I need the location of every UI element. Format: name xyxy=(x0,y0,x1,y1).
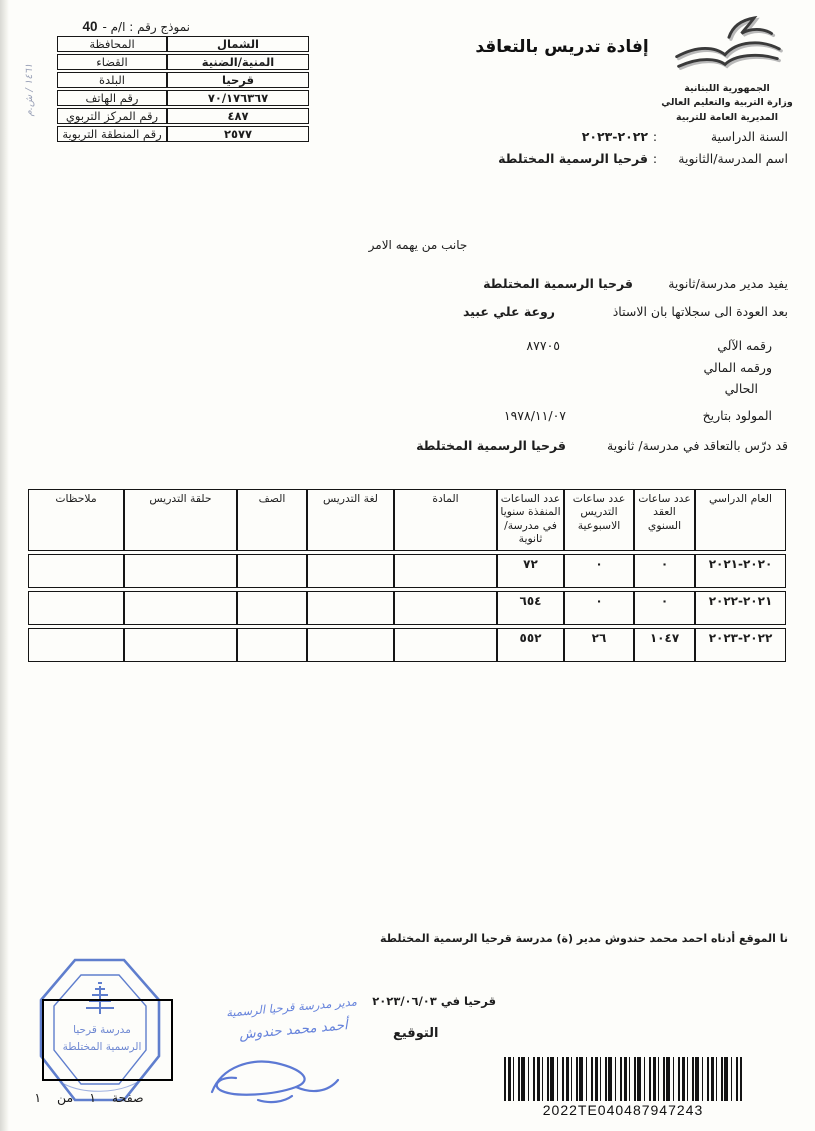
teaching-hours-table xyxy=(28,486,786,665)
column-header-grade: الصف xyxy=(237,489,307,551)
info-label: المحافظة xyxy=(57,36,167,52)
table-row xyxy=(28,628,786,662)
computer-number-value: ٨٧٧٠٥ xyxy=(526,338,560,353)
statement-line-records xyxy=(27,304,788,324)
cell-teaching-language xyxy=(307,554,394,588)
info-label: البلدة xyxy=(57,72,167,88)
cell-annual-contract-hours: ١٠٤٧ xyxy=(634,628,695,662)
column-header-notes: ملاحظات xyxy=(28,489,124,551)
handwriting-role-line: مدير مدرسة قرحيا الرسمية xyxy=(225,994,358,1020)
column-header-year: العام الدراسي xyxy=(695,489,786,551)
page-title: إفادة تدريس بالتعاقد xyxy=(475,37,649,57)
location-info-table xyxy=(57,34,309,144)
table-row xyxy=(57,126,309,142)
cell-weekly-teaching-hours: ٠ xyxy=(564,554,634,588)
cell-weekly-teaching-hours: ٠ xyxy=(564,591,634,625)
statement-label: بعد العودة الى سجلاتها بان الاستاذ xyxy=(612,304,788,319)
statement-line-birthdate xyxy=(27,408,788,428)
column-header-executed-hours: عدد الساعات المنفذة سنويا في مدرسة/ثانوية xyxy=(497,489,564,551)
table-row xyxy=(28,591,786,625)
cell-executed-hours: ٥٥٢ xyxy=(497,628,564,662)
cell-notes xyxy=(28,554,124,588)
statement-label: رقمه الآلي xyxy=(717,338,772,353)
cell-teaching-cycle xyxy=(124,554,237,588)
school-name-label: اسم المدرسة/الثانوية xyxy=(678,151,788,166)
school-year-row xyxy=(582,129,788,144)
info-value: ٤٨٧ xyxy=(167,108,309,124)
column-header-annual-contract-hours: عدد ساعات العقد السنوي xyxy=(634,489,695,551)
handwriting-name-line: أحمد محمد حندوش xyxy=(238,1017,349,1043)
statement-value: قرحيا الرسمية المختلطة xyxy=(416,438,566,453)
school-year-value: ٢٠٢٢-٢٠٢٣ xyxy=(581,129,648,144)
scan-edge-shadow xyxy=(0,0,9,1131)
signature-label: التوقيع xyxy=(393,1026,439,1041)
ministry-line-republic: الجمهورية اللبنانية xyxy=(684,83,770,94)
cell-weekly-teaching-hours: ٢٦ xyxy=(564,628,634,662)
cell-teaching-language xyxy=(307,591,394,625)
column-header-weekly-teaching-hours: عدد ساعات التدريس الاسبوعية xyxy=(564,489,634,551)
handwritten-margin-note: ١٤٦١ / ش.م xyxy=(24,63,35,117)
info-value: قرحيا xyxy=(167,72,309,88)
ministry-line-ministry: وزارة التربية والتعليم العالي xyxy=(661,97,793,109)
signature-scribble xyxy=(198,1052,346,1110)
statement-line-principal xyxy=(27,276,788,296)
cell-annual-contract-hours: ٠ xyxy=(634,591,695,625)
cell-executed-hours: ٧٢ xyxy=(497,554,564,588)
separator: : xyxy=(652,129,658,144)
page-number-label: صفحة ١ من ١ xyxy=(34,1090,144,1105)
cell-notes xyxy=(28,628,124,662)
school-name-value: قرحيا الرسمية المختلطة xyxy=(498,151,648,166)
info-value: المنية/الضنية xyxy=(167,54,309,70)
info-value: الشمال xyxy=(167,36,309,52)
statement-line-financial-number-cont xyxy=(27,381,788,401)
table-row xyxy=(57,72,309,88)
teacher-name: روعة علي عبيد xyxy=(462,304,555,319)
place-and-date: قرحيا في ٢٠٢٣/٠٦/٠٣ xyxy=(372,994,496,1008)
column-header-subject: المادة xyxy=(394,489,497,551)
undersigned-statement: نا الموقع أدناه احمد محمد حندوش مدير (ة) مدرسة قرحيا الرسمية المختلطة xyxy=(379,932,788,945)
statement-line-financial-number xyxy=(27,360,788,380)
statement-label: يفيد مدير مدرسة/ثانوية xyxy=(668,276,788,291)
salutation-line: جانب من يهمه الامر xyxy=(368,238,468,252)
ministry-header xyxy=(652,16,802,125)
separator: : xyxy=(652,151,658,166)
cell-annual-contract-hours: ٠ xyxy=(634,554,695,588)
statement-label: قد درّس بالتعاقد في مدرسة/ ثانوية xyxy=(607,438,788,453)
statement-label: الحالي xyxy=(724,381,758,396)
open-book-bird-logo-icon xyxy=(668,16,786,76)
statement-label: ورقمه المالي xyxy=(703,360,772,375)
form-number-value: 40 xyxy=(82,19,98,34)
info-value: ٧٠/١٧٦٣٦٧ xyxy=(167,90,309,106)
stamp-school-line1: مدرسة قرحيا xyxy=(73,1024,131,1036)
school-name-row xyxy=(498,151,788,166)
stamp-school-line2: الرسمية المختلطة xyxy=(62,1040,142,1053)
cell-grade xyxy=(237,591,307,625)
column-header-teaching-language: لغة التدريس xyxy=(307,489,394,551)
birthdate-value: ١٩٧٨/١١/٠٧ xyxy=(503,408,566,423)
table-row xyxy=(28,554,786,588)
table-row xyxy=(57,54,309,70)
ministry-line-directorate: المديرية العامة للتربية xyxy=(676,111,778,123)
cell-grade xyxy=(237,554,307,588)
cell-subject xyxy=(394,628,497,662)
cell-subject xyxy=(394,591,497,625)
table-row xyxy=(57,108,309,124)
info-label: رقم الهاتف xyxy=(57,90,167,106)
cell-teaching-cycle xyxy=(124,628,237,662)
cell-subject xyxy=(394,554,497,588)
school-year-label: السنة الدراسية xyxy=(710,129,788,144)
info-value: ٢٥٧٧ xyxy=(167,126,309,142)
cell-executed-hours: ٦٥٤ xyxy=(497,591,564,625)
barcode-text: 2022TE040487947243 xyxy=(542,1102,704,1118)
cell-teaching-cycle xyxy=(124,591,237,625)
info-label: رقم المركز التربوي xyxy=(57,108,167,124)
cell-year: ٢٠٢٢-٢٠٢٣ xyxy=(695,628,786,662)
cell-year: ٢٠٢٠-٢٠٢١ xyxy=(695,554,786,588)
info-label: رقم المنطقة التربوية xyxy=(57,126,167,142)
statement-label: المولود بتاريخ xyxy=(702,408,772,423)
cell-year: ٢٠٢١-٢٠٢٢ xyxy=(695,591,786,625)
table-row xyxy=(57,36,309,52)
info-label: القضاء xyxy=(57,54,167,70)
form-number-line xyxy=(70,19,190,34)
cell-grade xyxy=(237,628,307,662)
barcode xyxy=(504,1057,742,1101)
table-header-row xyxy=(28,489,786,551)
statement-line-computer-number xyxy=(27,338,788,358)
cell-notes xyxy=(28,591,124,625)
handwritten-principal-note xyxy=(179,990,406,1047)
cell-teaching-language xyxy=(307,628,394,662)
table-row xyxy=(57,90,309,106)
statement-value: قرحيا الرسمية المختلطة xyxy=(483,276,633,291)
form-number-label: نموذج رقم : ا/م - xyxy=(102,20,190,34)
statement-line-taught-at xyxy=(27,438,788,458)
column-header-teaching-cycle: حلقة التدريس xyxy=(124,489,237,551)
seal-box-frame xyxy=(42,999,173,1081)
